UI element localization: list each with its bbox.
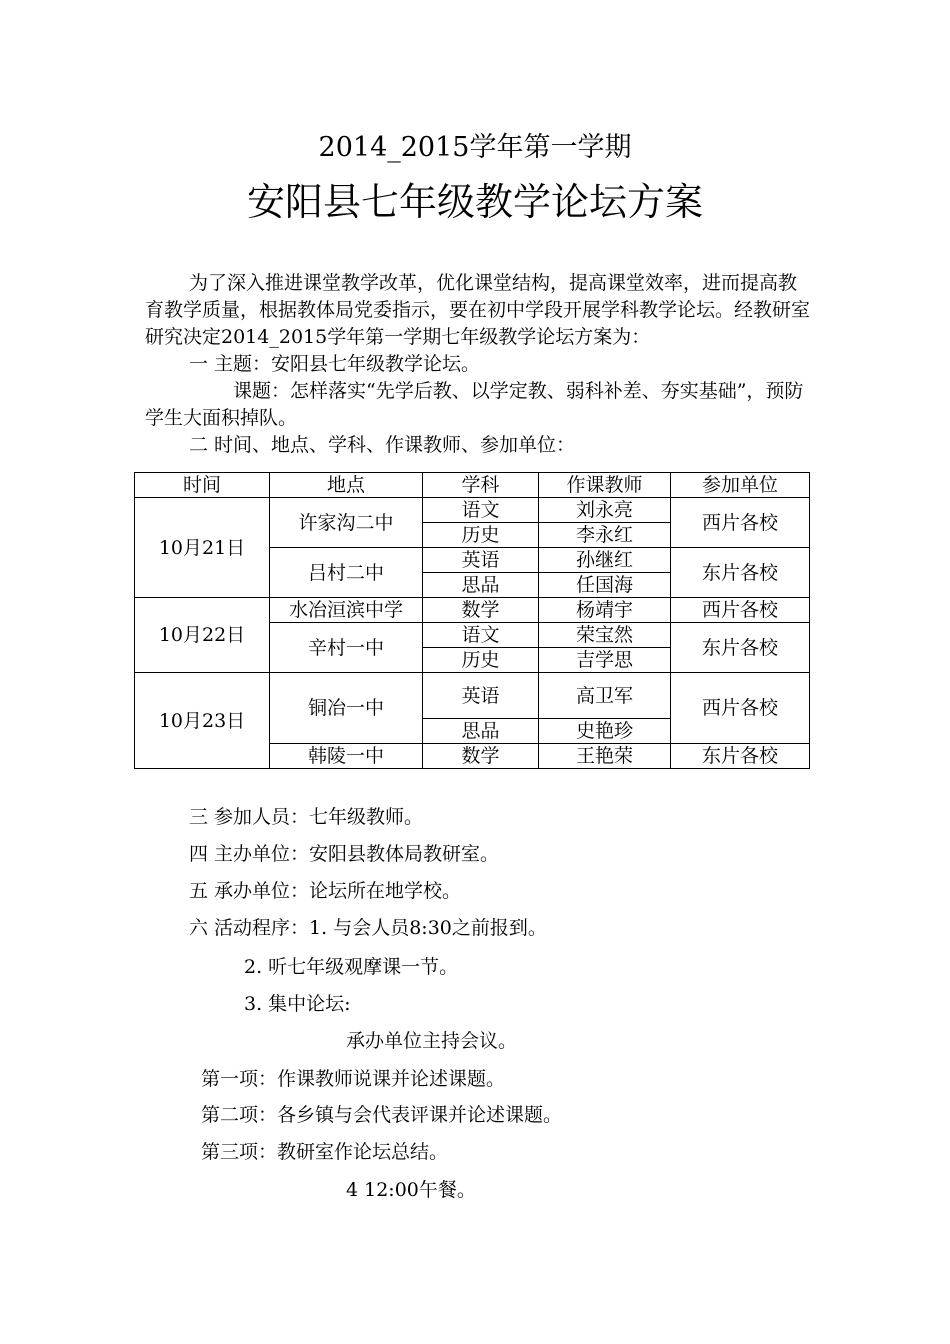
teacher-cell: 高卫军 xyxy=(539,673,671,719)
unit-cell: 东片各校 xyxy=(671,548,810,598)
item-theme: 一 主题：安阳县七年级教学论坛。 xyxy=(189,353,481,375)
subject-cell: 英语 xyxy=(423,548,539,573)
section-participants: 三 参加人员：七年级教师。 xyxy=(189,806,424,828)
date-cell: 10月22日 xyxy=(135,598,270,673)
table-header-row xyxy=(135,473,810,498)
subject-cell: 语文 xyxy=(423,623,539,648)
teacher-cell: 王艳荣 xyxy=(539,744,671,769)
unit-cell: 东片各校 xyxy=(671,623,810,673)
teacher-cell: 任国海 xyxy=(539,573,671,598)
subject-cell: 思品 xyxy=(423,719,539,744)
procedure-step-4: 4 12:00午餐。 xyxy=(346,1179,476,1201)
procedure-item-2: 第二项：各乡镇与会代表评课并论述课题。 xyxy=(201,1104,563,1126)
schedule-table xyxy=(134,472,810,769)
location-cell: 韩陵一中 xyxy=(270,744,423,769)
header-unit: 参加单位 xyxy=(671,473,810,498)
teacher-cell: 刘永亮 xyxy=(539,498,671,523)
document-title-term: 2014_2015学年第一学期 xyxy=(318,132,632,163)
intro-paragraph: 为了深入推进课堂教学改革，优化课堂结构，提高课堂效率，进而提高教育教学质量，根据教体局党委指示，要在初中学段开展学科教学论坛。经教研室研究决定2014_2015学年第一学期七年级教学论坛方案为： xyxy=(145,272,811,348)
procedure-step-3: 3. 集中论坛: xyxy=(244,993,351,1015)
subject-cell: 英语 xyxy=(423,673,539,719)
item-topic: 课题：怎样落实“先学后教、以学定教、弱科补差、夯实基础”，预防学生大面积掉队。 xyxy=(145,380,804,429)
section-procedure: 六 活动程序：1. 与会人员8:30之前报到。 xyxy=(189,917,547,939)
teacher-cell: 史艳珍 xyxy=(539,719,671,744)
section-organizer: 四 主办单位：安阳县教体局教研室。 xyxy=(189,843,500,865)
location-cell: 辛村一中 xyxy=(270,623,423,673)
table-row xyxy=(135,498,810,523)
procedure-item-3: 第三项：教研室作论坛总结。 xyxy=(201,1141,449,1163)
procedure-item-1: 第一项：作课教师说课并论述课题。 xyxy=(201,1068,506,1090)
subject-cell: 思品 xyxy=(423,573,539,598)
header-teacher: 作课教师 xyxy=(539,473,671,498)
teacher-cell: 杨靖宇 xyxy=(539,598,671,623)
date-cell: 10月23日 xyxy=(135,673,270,769)
item-schedule-heading: 二 时间、地点、学科、作课教师、参加单位： xyxy=(189,434,576,456)
location-cell: 吕村二中 xyxy=(270,548,423,598)
subject-cell: 历史 xyxy=(423,523,539,548)
header-time: 时间 xyxy=(135,473,270,498)
procedure-host-note: 承办单位主持会议。 xyxy=(346,1030,518,1052)
location-cell: 水冶洹滨中学 xyxy=(270,598,423,623)
subject-cell: 数学 xyxy=(423,744,539,769)
teacher-cell: 吉学思 xyxy=(539,648,671,673)
unit-cell: 西片各校 xyxy=(671,598,810,623)
header-location: 地点 xyxy=(270,473,423,498)
location-cell: 铜冶一中 xyxy=(270,673,423,744)
table-row xyxy=(135,673,810,719)
unit-cell: 西片各校 xyxy=(671,673,810,744)
teacher-cell: 孙继红 xyxy=(539,548,671,573)
header-subject: 学科 xyxy=(423,473,539,498)
date-cell: 10月21日 xyxy=(135,498,270,598)
teacher-cell: 李永红 xyxy=(539,523,671,548)
section-host-unit: 五 承办单位：论坛所在地学校。 xyxy=(189,880,462,902)
location-cell: 许家沟二中 xyxy=(270,498,423,548)
procedure-step-2: 2. 听七年级观摩课一节。 xyxy=(244,956,459,978)
subject-cell: 数学 xyxy=(423,598,539,623)
intro-section xyxy=(145,270,810,459)
subject-cell: 语文 xyxy=(423,498,539,523)
unit-cell: 西片各校 xyxy=(671,498,810,548)
document-title-main: 安阳县七年级教学论坛方案 xyxy=(246,180,703,224)
teacher-cell: 荣宝然 xyxy=(539,623,671,648)
table-row xyxy=(135,598,810,623)
unit-cell: 东片各校 xyxy=(671,744,810,769)
subject-cell: 历史 xyxy=(423,648,539,673)
